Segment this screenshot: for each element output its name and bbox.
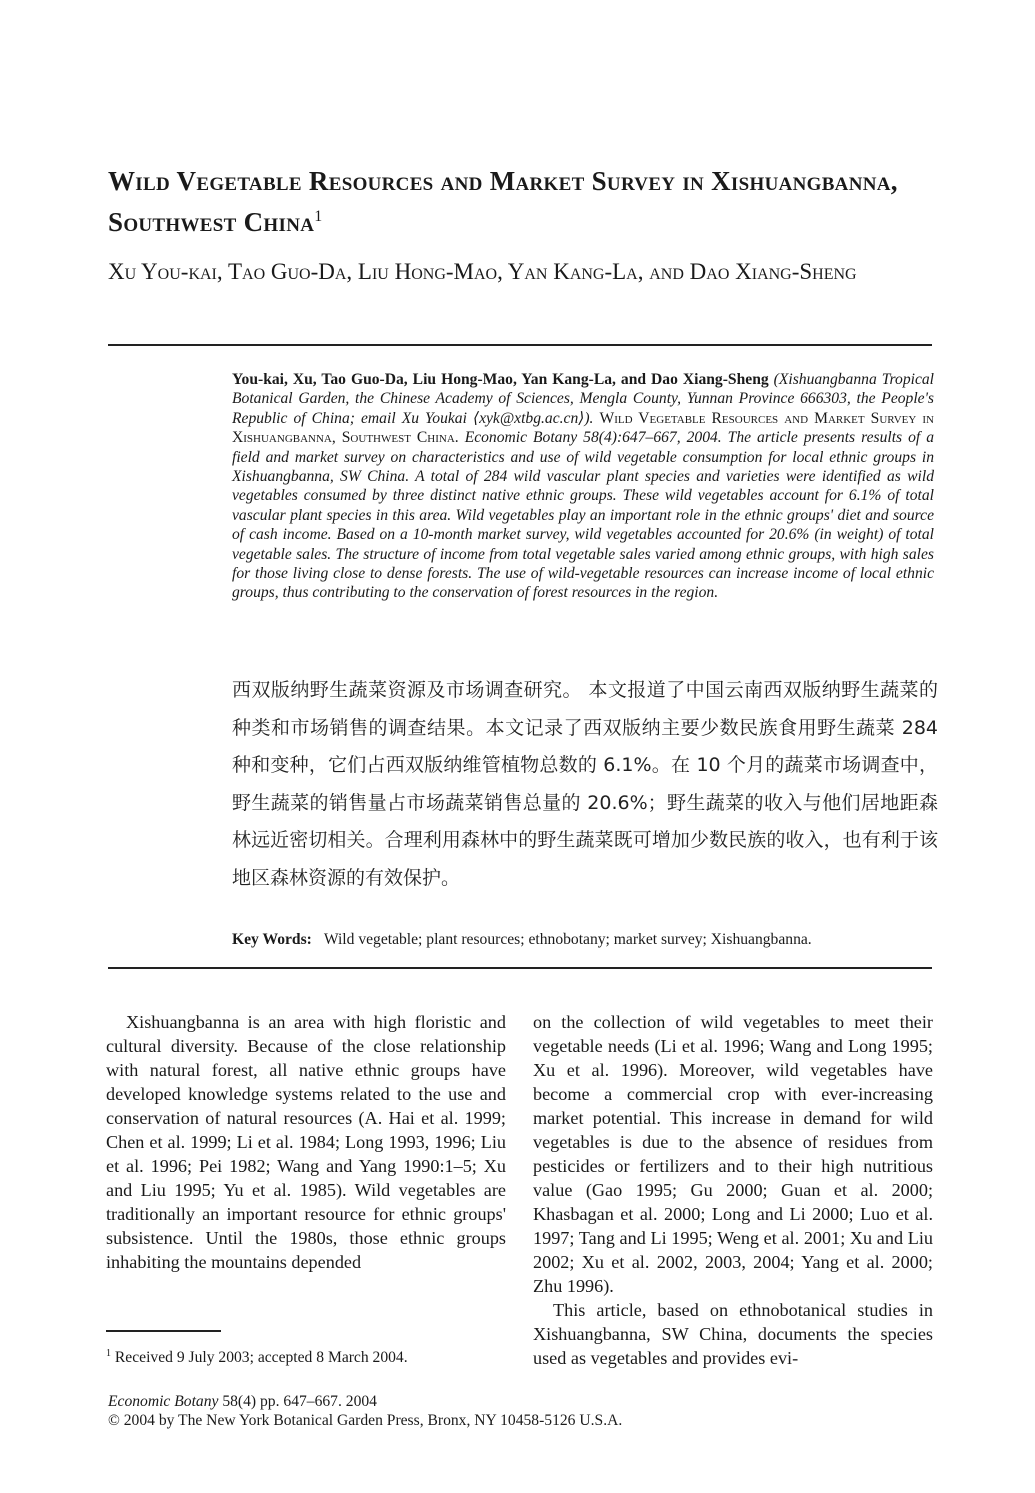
keywords-label: Key Words: xyxy=(232,931,312,948)
abstract-authors: You-kai, Xu, Tao Guo-Da, Liu Hong-Mao, Yan Kang-La, and Dao Xiang-Sheng xyxy=(232,371,769,388)
body-column-left xyxy=(106,1010,506,1274)
article-scope-paragraph: This article, based on ethnobotanical studies in Xishuangbanna, SW China, documents the species used as vegetables and provides evi- xyxy=(533,1300,933,1368)
title-footnote-mark: 1 xyxy=(314,208,323,225)
header-rule xyxy=(108,344,932,346)
english-abstract xyxy=(232,370,934,603)
intro-paragraph-continued: on the collection of wild vegetables to meet their vegetable needs (Li et al. 1996; Wang and Long 1995; Xu et al. 1996). Moreover, wild vegetables have become a commercial crop with ever-increasing market potential. This increase in demand for wild vegetables is due to the absence of residues from pesticides or fertilizers and to their high nutritious value (Gao 1995; Gu 2000; Guan et al. 2000; Khasbagan et al. 2000; Long and Li 2000; Luo et al. 1997; Tang and Li 1995; Weng et al. 2001; Xu and Liu 2002; Xu et al. 2002, 2003, 2004; Yang et al. 2000; Zhu 1996). xyxy=(533,1012,933,1296)
body-column-right xyxy=(533,1010,933,1370)
keywords-value: Wild vegetable; plant resources; ethnobotany; market survey; Xishuangbanna. xyxy=(323,931,812,948)
journal-name: Economic Botany xyxy=(108,1393,219,1410)
article-title xyxy=(108,163,968,240)
keywords xyxy=(232,931,942,949)
article-title-text: Wild Vegetable Resources and Market Survey in Xishuangbanna, Southwest China xyxy=(108,166,898,237)
chinese-abstract: 西双版纳野生蔬菜资源及市场调查研究。 本文报道了中国云南西双版纳野生蔬菜的种类和市场销售的调查结果。本文记录了西双版纳主要少数民族食用野生蔬菜 284 种和变种，它们占西双版纳维管植物总数的 6.1%。在 10 个月的蔬菜市场调查中，野生蔬菜的销售量占市场蔬菜销售总量的 20.6%；野生蔬菜的收入与他们居地距森林远近密切相关。合理利用森林中的野生蔬菜既可增加少数民族的收入，也有利于该地区森林资源的有效保护。 xyxy=(232,679,938,889)
footnote-rule xyxy=(106,1330,221,1332)
abstract-title: Wild Vegetable Resources and Market Survey in Xishuangbanna, Southwest China. xyxy=(232,409,934,447)
footnote-mark: 1 xyxy=(106,1348,111,1359)
journal-issue: 58(4) pp. 647–667. 2004 xyxy=(222,1393,377,1410)
abstract-body: Economic Botany 58(4):647–667, 2004. The article presents results of a field and market survey on characteristics and use of wild vegetable consumption for local ethnic groups in Xishuangbanna, SW China. A total of 284 wild vascular plant species and varieties were identified as wild vegetables consumed by three distinct native ethnic groups. These wild vegetables account for 6.1% of total vascular plant species in this area. Wild vegetables play an important role in the ethnic groups' diet and source of cash income. Based on a 10-month market survey, wild vegetables accounted for 20.6% (in weight) of total vegetable sales. The structure of income from total vegetable sales varied among ethnic groups, with high sales for those living close to dense forests. The use of wild-vegetable resources can increase income of local ethnic groups, thus contributing to the conservation of forest resources in the region. xyxy=(232,429,934,602)
copyright-line: © 2004 by The New York Botanical Garden Press, Bronx, NY 10458-5126 U.S.A. xyxy=(108,1412,623,1429)
abstract-bottom-rule xyxy=(108,967,932,969)
author-list: Xu You-kai, Tao Guo-Da, Liu Hong-Mao, Yan Kang-La, and Dao Xiang-Sheng xyxy=(108,259,857,284)
footnote xyxy=(106,1348,408,1367)
journal-citation xyxy=(108,1393,377,1411)
abstract-affiliation: (Xishuangbanna Tropical Botanical Garden, the Chinese Academy of Sciences, Mengla County, Yunnan Province 666303, the People's Republic of China; email Xu Youkai ⟨xyk@xtbg.ac.cn⟩). xyxy=(232,371,935,427)
intro-paragraph: Xishuangbanna is an area with high floristic and cultural diversity. Because of the close relationship with natural forest, all native ethnic groups have developed knowledge systems related to the use and conservation of natural resources (A. Hai et al. 1999; Chen et al. 1999; Li et al. 1984; Long 1993, 1996; Liu et al. 1996; Pei 1982; Wang and Yang 1990:1–5; Xu and Liu 1995; Yu et al. 1985). Wild vegetables are traditionally an important resource for ethnic groups' subsistence. Until the 1980s, those ethnic groups inhabiting the mountains depended xyxy=(106,1012,506,1272)
footnote-text: Received 9 July 2003; accepted 8 March 2004. xyxy=(114,1349,408,1367)
